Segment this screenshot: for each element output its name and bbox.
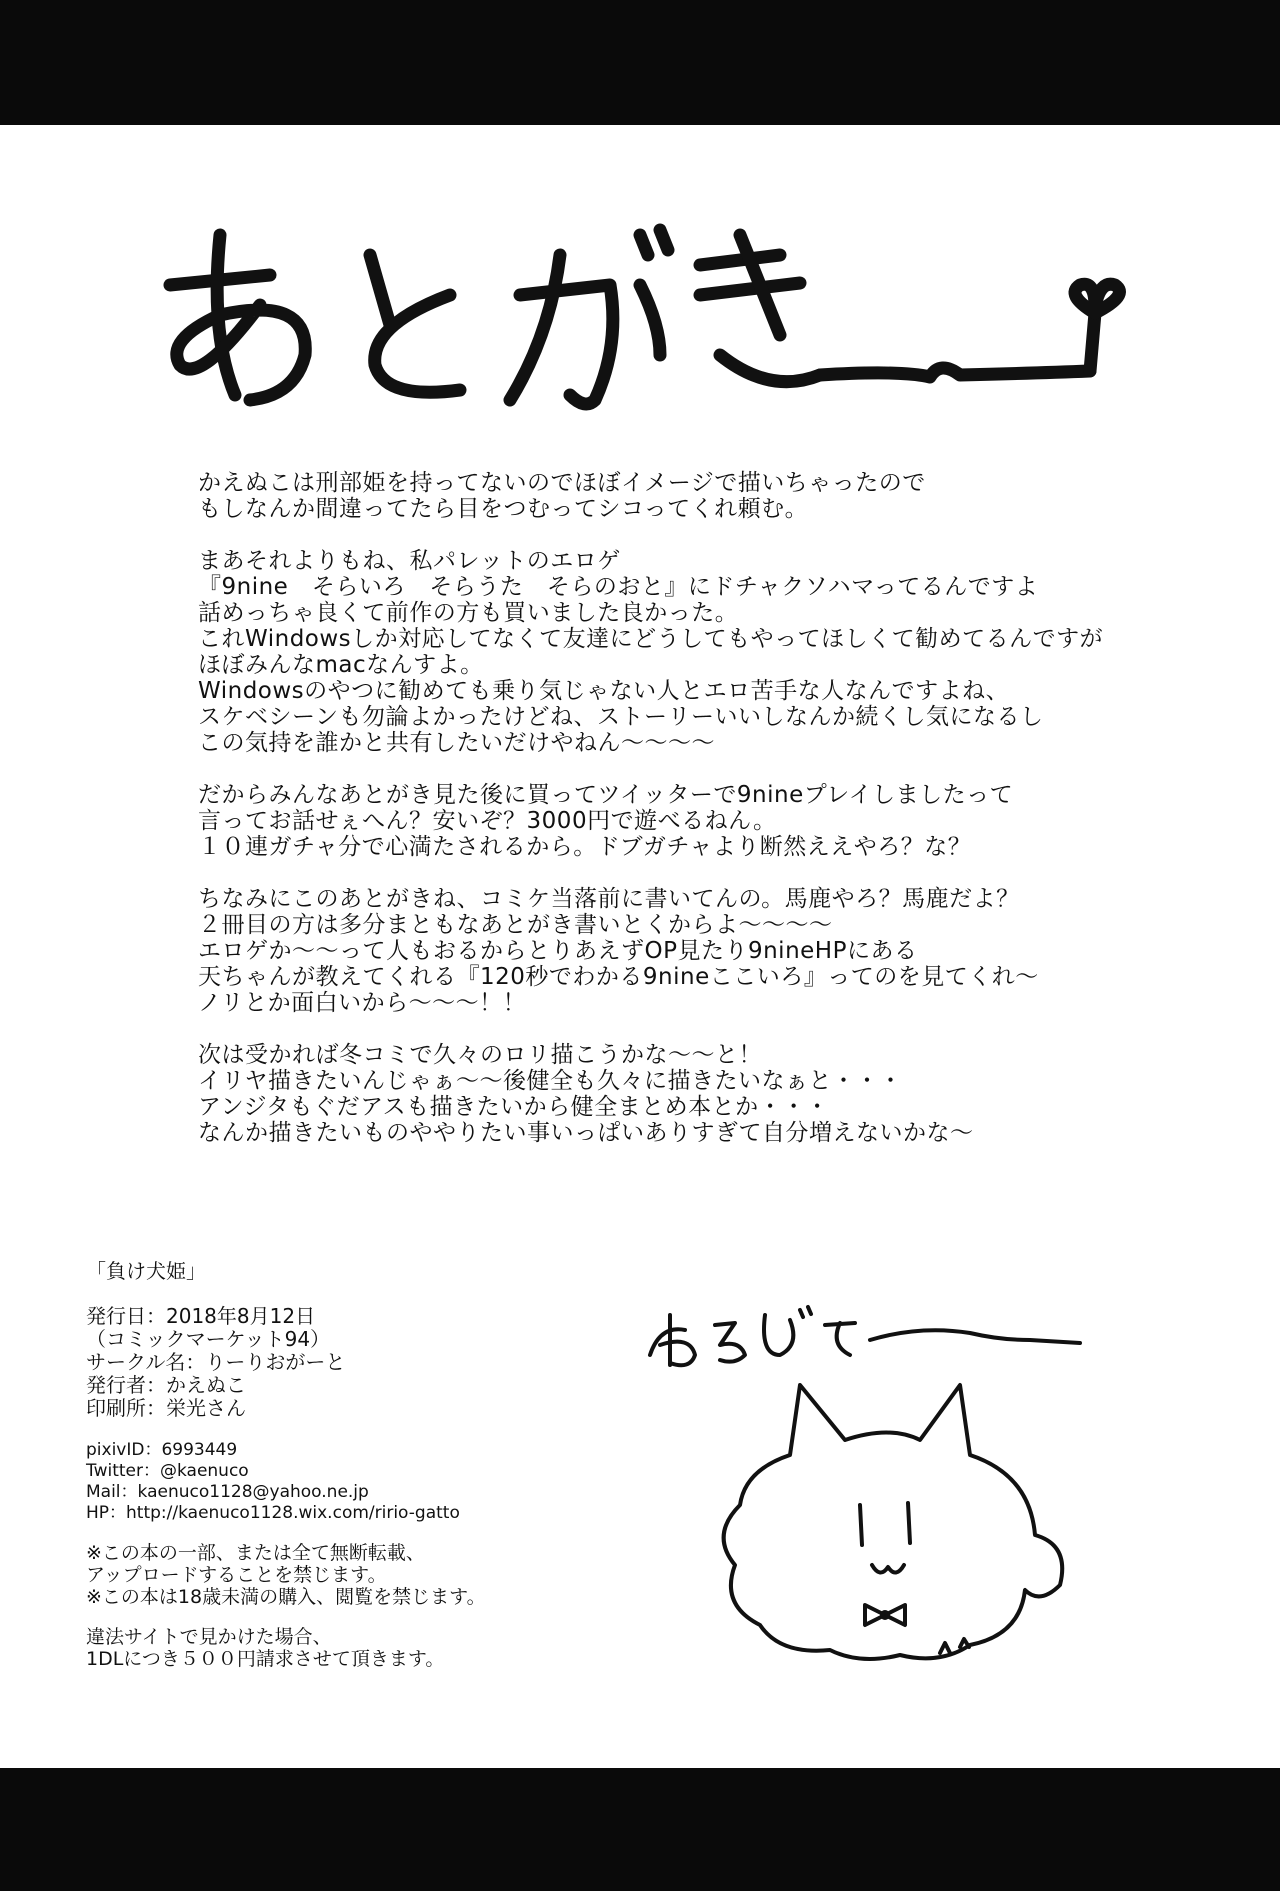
- publication-line: サークル名：りーりおがーと: [86, 1350, 346, 1374]
- publication-line: （コミックマーケット94）: [86, 1327, 331, 1351]
- homepage-url: HP：http://kaenuco1128.wix.com/ririo-gatto: [86, 1503, 460, 1523]
- text-line: アンジタもぐだアスも描きたいから健全まとめ本とか・・・: [198, 1094, 830, 1120]
- colophon: [86, 1260, 646, 1670]
- text-line: かえぬこは刑部姫を持ってないのでほぼイメージで描いちゃったので: [198, 470, 926, 496]
- cat-doodle: [640, 1245, 1120, 1725]
- copyright-notes: [86, 1542, 646, 1608]
- afterword-title: [140, 195, 1160, 495]
- warning-line: 1DLにつき５００円請求させて頂きます。: [86, 1648, 445, 1670]
- text-line: これWindowsしか対応してなくて友達にどうしてもやってほしくて勧めてるんですが: [198, 626, 1104, 652]
- bottom-black-border: [0, 1768, 1280, 1891]
- text-line: 次は受かれば冬コミで久々のロリ描こうかな～～と！: [198, 1042, 762, 1068]
- publication-line: 発行者：かえぬこ: [86, 1373, 246, 1397]
- text-line: この気持を誰かと共有したいだけやねん～～～～: [198, 730, 715, 756]
- text-line: １０連ガチャ分で心満たされるから。ドブガチャより断然ええやろ？な？: [198, 834, 972, 860]
- text-line: 話めっちゃ良くて前作の方も買いました良かった。: [198, 600, 739, 626]
- paragraph-4: [198, 886, 1098, 1016]
- text-line: 天ちゃんが教えてくれる『120秒でわかる9nineここいろ』ってのを見てくれ～: [198, 964, 1039, 990]
- text-line: ちなみにこのあとがきね、コミケ当落前に書いてんの。馬鹿やろ？馬鹿だよ？: [198, 886, 1020, 912]
- paragraph-3: [198, 782, 1098, 860]
- note-line: ※この本は18歳未満の購入、閲覧を禁じます。: [86, 1586, 486, 1608]
- piracy-warning: [86, 1626, 646, 1670]
- text-line: だからみんなあとがき見た後に買ってツイッターで9nineプレイしましたって: [198, 782, 1014, 808]
- afterword-body: [198, 470, 1104, 1172]
- cat-doodle-icon: [640, 1245, 1120, 1725]
- top-black-border: [0, 0, 1280, 125]
- afterword-page: [0, 125, 1280, 1768]
- note-line: アップロードすることを禁じます。: [86, 1564, 387, 1586]
- pixiv-id: pixivID：6993449: [86, 1440, 238, 1460]
- text-line: イリヤ描きたいんじゃぁ～～後健全も久々に描きたいなぁと・・・: [198, 1068, 903, 1094]
- paragraph-2: [198, 548, 1104, 756]
- text-line: なんか描きたいものややりたい事いっぱいありすぎて自分増えないかな～: [198, 1120, 974, 1146]
- publication-info: [86, 1305, 646, 1420]
- book-title: 「負け犬姫」: [86, 1259, 206, 1283]
- text-line: Windowsのやつに勧めても乗り気じゃない人とエロ苦手な人なんですよね、: [198, 678, 1010, 704]
- warning-line: 違法サイトで見かけた場合、: [86, 1626, 332, 1648]
- twitter-handle: Twitter：@kaenuco: [86, 1461, 249, 1481]
- contact-info: [86, 1440, 646, 1524]
- text-line: 『9nine そらいろ そらうた そらのおと』にドチャクソハマってるんですよ: [198, 574, 1039, 600]
- text-line: ノリとか面白いから～～～！！: [198, 990, 527, 1016]
- text-line: ２冊目の方は多分まともなあとがき書いとくからよ～～～～: [198, 912, 833, 938]
- note-line: ※この本の一部、または全て無断転載、: [86, 1542, 425, 1564]
- publication-line: 印刷所：栄光さん: [86, 1396, 246, 1420]
- text-line: もしなんか間違ってたら目をつむってシコってくれ頼む。: [198, 496, 809, 522]
- paragraph-1: [198, 470, 1098, 522]
- text-line: 言ってお話せぇへん？安いぞ？3000円で遊べるねん。: [198, 808, 777, 834]
- text-line: まあそれよりもね、私パレットのエロゲ: [198, 548, 621, 574]
- text-line: エロゲか～～って人もおるからとりあえずOP見たり9nineHPにある: [198, 938, 918, 964]
- publication-line: 発行日：2018年8月12日: [86, 1304, 316, 1328]
- mail-address: Mail：kaenuco1128@yahoo.ne.jp: [86, 1482, 369, 1502]
- title-lettering-icon: [140, 195, 1160, 495]
- text-line: ほぼみんなmacなんすよ。: [198, 652, 484, 678]
- paragraph-5: [198, 1042, 1098, 1146]
- text-line: スケベシーンも勿論よかったけどね、ストーリーいいしなんか続くし気になるし: [198, 704, 1044, 730]
